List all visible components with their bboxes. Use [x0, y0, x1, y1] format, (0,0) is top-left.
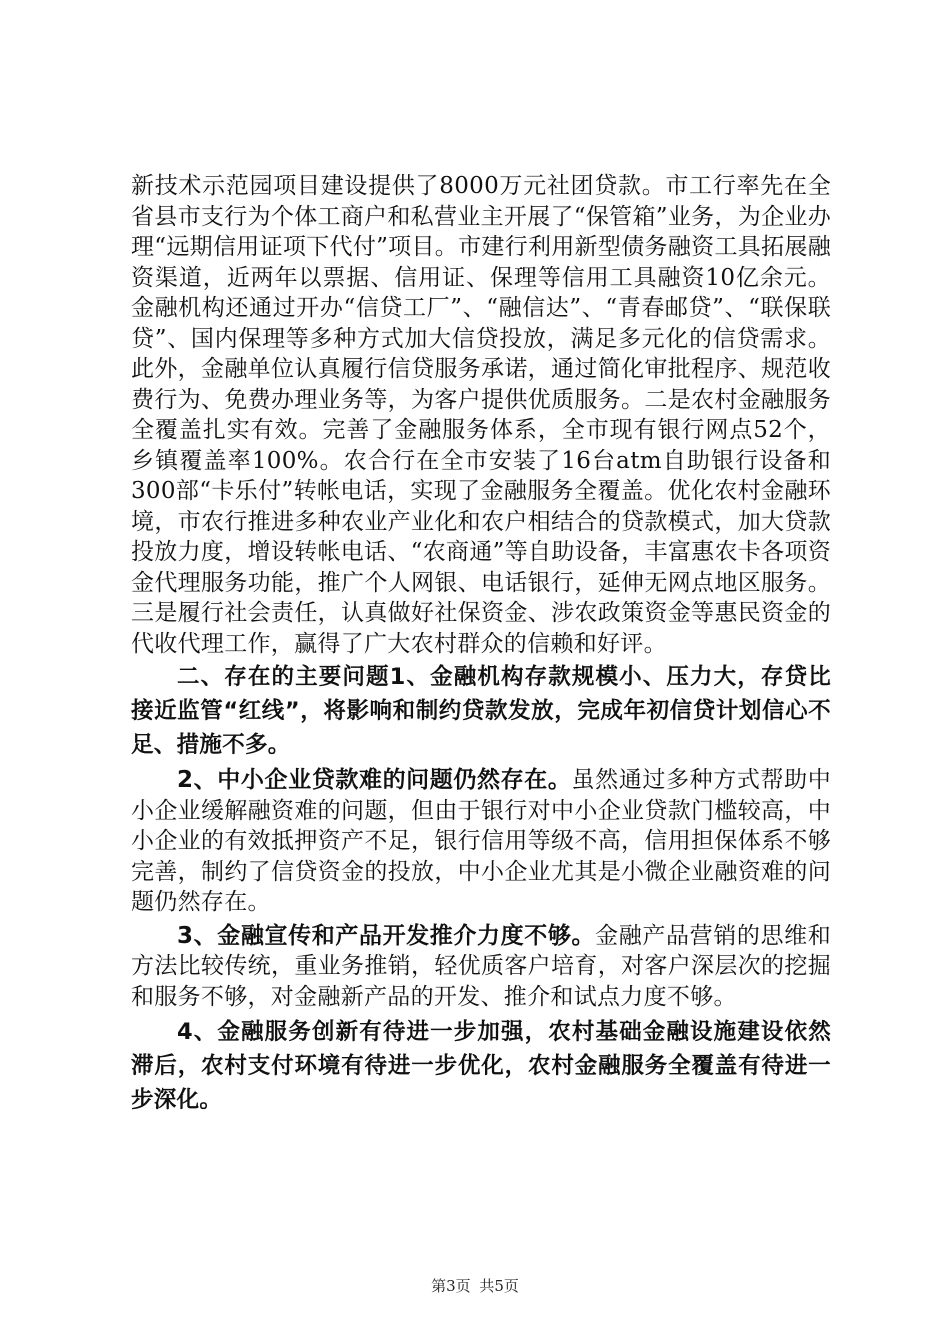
document-body [131, 171, 831, 1117]
paragraph-5: 4、金融服务创新有待进一步加强，农村基础金融设施建设依然滞后，农村支付环境有待进一步优化，农村金融服务全覆盖有待进一步深化。 [131, 1019, 831, 1113]
paragraph-3-body: 虽然通过多种方式帮助中小企业缓解融资难的问题，但由于银行对中小企业贷款门槛较高，中小企业的有效抵押资产不足，银行信用等级不高，信用担保体系不够完善，制约了信贷资金的投放，中小企业尤其是小微企业融资难的问题仍然存在。 [131, 767, 831, 915]
paragraph-4-lead: 3、金融宣传和产品开发推介力度不够。 [177, 922, 596, 949]
page-number-current: 第3页 [431, 1277, 471, 1295]
page-number-total: 共5页 [479, 1277, 519, 1295]
paragraph-3 [131, 765, 831, 918]
paragraph-3-lead: 2、中小企业贷款难的问题仍然存在。 [177, 767, 572, 793]
paragraph-1: 新技术示范园项目建设提供了8000万元社团贷款。市工行率先在全省县市支行为个体工商户和私营业主开展了“保管箱”业务，为企业办理“远期信用证项下代付”项目。市建行利用新型债务融资工具拓展融资渠道，近两年以票据、信用证、保理等信用工具融资10亿余元。金融机构还通过开办“信贷工厂”、“融信达”、“青春邮贷”、“联保联贷”、国内保理等多种方式加大信贷投放，满足多元化的信贷需求。此外，金融单位认真履行信贷服务承诺，通过简化审批程序、规范收费行为、免费办理业务等，为客户提供优质服务。二是农村金融服务全覆盖扎实有效。完善了金融服务体系，全市现有银行网点52个，乡镇覆盖率100%。农合行在全市安装了16台atm自助银行设备和300部“卡乐付”转帐电话，实现了金融服务全覆盖。优化农村金融环境，市农行推进多种农业产业化和农户相结合的贷款模式，加大贷款投放力度，增设转帐电话、“农商通”等自助设备，丰富惠农卡各项资金代理服务功能，推广个人网银、电话银行，延伸无网点地区服务。三是履行社会责任，认真做好社保资金、涉农政策资金等惠民资金的代收代理工作，赢得了广大农村群众的信赖和好评。 [131, 173, 831, 657]
paragraph-2-heading: 二、存在的主要问题1、金融机构存款规模小、压力大，存贷比接近监管“红线”，将影响和制约贷款发放，完成年初信贷计划信心不足、措施不多。 [131, 664, 831, 758]
paragraph-4 [131, 921, 831, 1013]
page-footer [0, 1275, 950, 1296]
paragraph-4-body: 金融产品营销的思维和方法比较传统，重业务推销，轻优质客户培育，对客户深层次的挖掘和服务不够，对金融新产品的开发、推介和试点力度不够。 [131, 922, 832, 1010]
